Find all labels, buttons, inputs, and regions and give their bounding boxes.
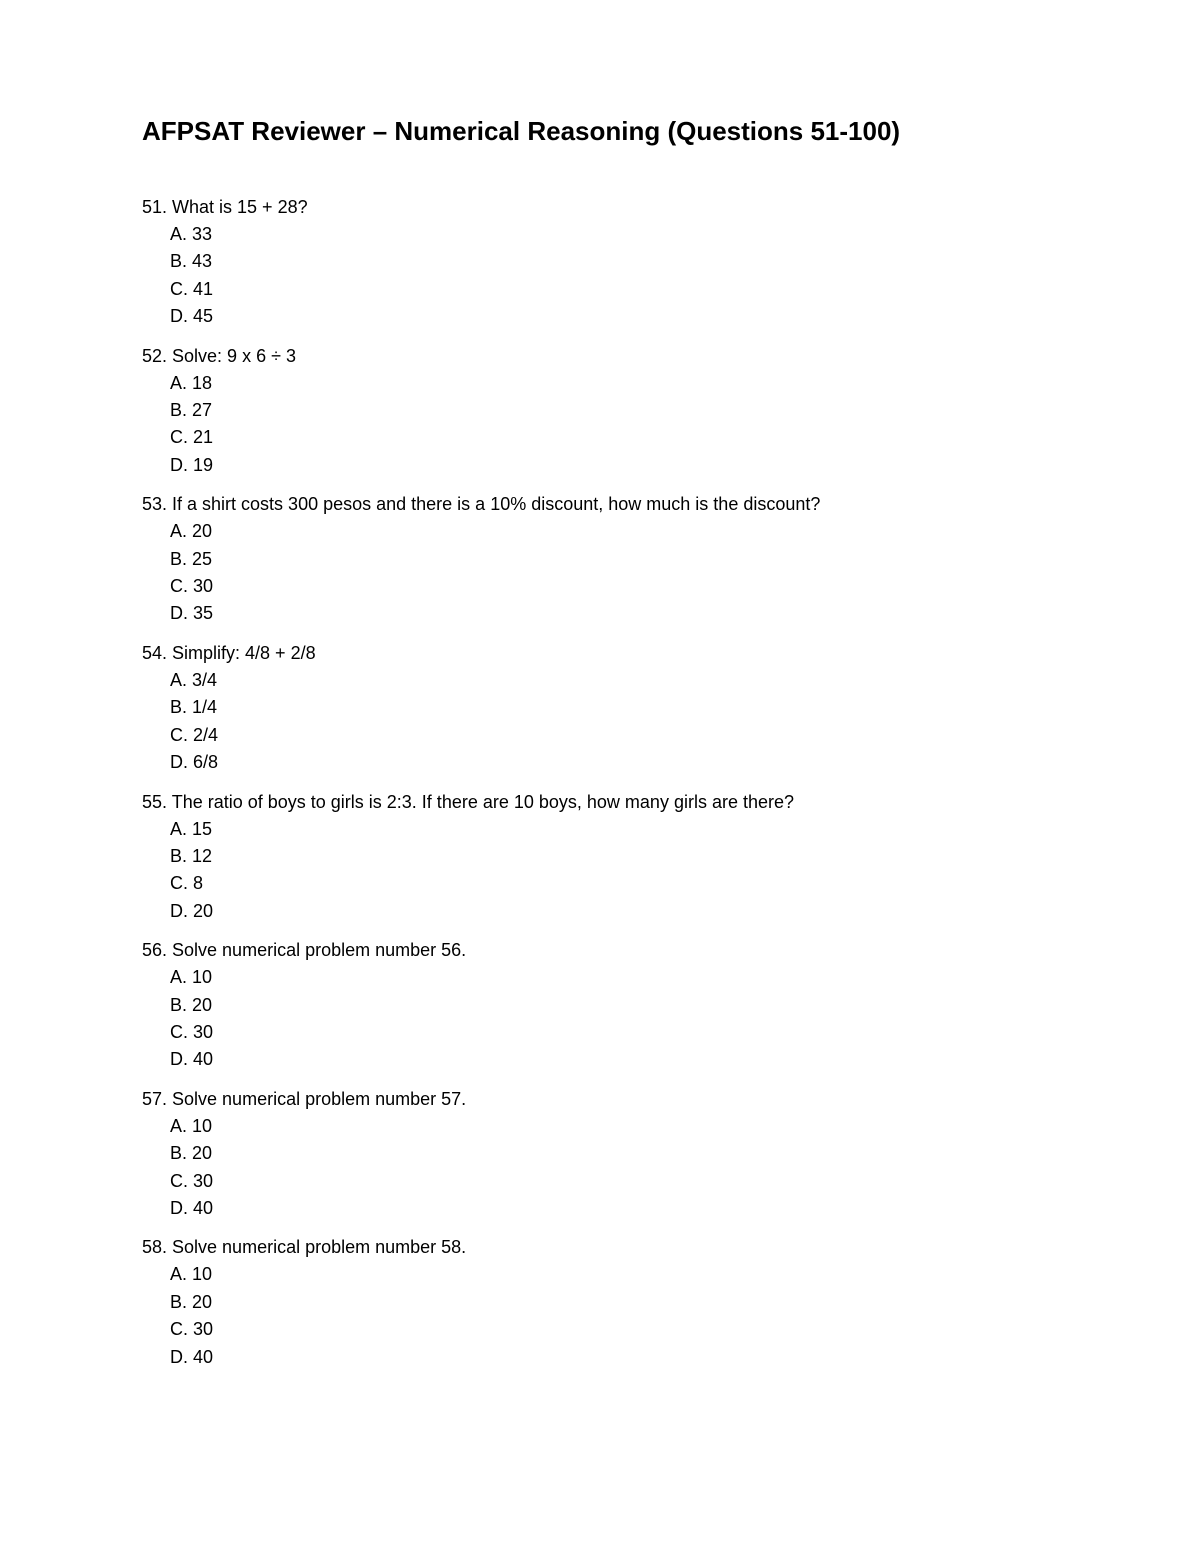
option-d: D. 40 xyxy=(170,1346,214,1367)
question-text: 58. Solve numerical problem number 58. xyxy=(142,1237,467,1258)
question-text: 55. The ratio of boys to girls is 2:3. If there are 10 boys, how many girls are there? xyxy=(142,791,794,812)
option-a: A. 10 xyxy=(170,967,213,988)
option-b: B. 20 xyxy=(170,994,213,1015)
question-54 xyxy=(142,640,1142,777)
question-text: 53. If a shirt costs 300 pesos and there is a 10% discount, how much is the discount? xyxy=(142,494,821,515)
option-b: B. 20 xyxy=(170,1143,213,1164)
option-d: D. 45 xyxy=(170,306,214,327)
option-b: B. 1/4 xyxy=(170,697,218,718)
option-c: C. 21 xyxy=(170,427,214,448)
option-a: A. 33 xyxy=(170,224,213,244)
question-51 xyxy=(142,194,1142,331)
option-d: D. 40 xyxy=(170,1197,214,1218)
option-d: D. 19 xyxy=(170,454,214,475)
option-d: D. 6/8 xyxy=(170,752,219,773)
option-a: A. 3/4 xyxy=(170,669,218,690)
option-b: B. 27 xyxy=(170,400,213,421)
option-c: C. 8 xyxy=(170,873,204,894)
question-57 xyxy=(142,1086,1142,1223)
option-d: D. 40 xyxy=(170,1049,214,1070)
option-c: C. 30 xyxy=(170,576,214,597)
option-c: C. 41 xyxy=(170,278,214,299)
option-a: A. 10 xyxy=(170,1115,213,1136)
option-b: B. 25 xyxy=(170,548,213,569)
question-text: 56. Solve numerical problem number 56. xyxy=(142,940,467,961)
question-56 xyxy=(142,937,1142,1074)
option-a: A. 10 xyxy=(170,1264,213,1285)
option-b: B. 12 xyxy=(170,845,213,866)
question-text: 57. Solve numerical problem number 57. xyxy=(142,1088,467,1109)
question-52 xyxy=(142,343,1142,480)
option-b: B. 20 xyxy=(170,1291,213,1312)
option-c: C. 30 xyxy=(170,1319,214,1340)
question-text: 52. Solve: 9 x 6 ÷ 3 xyxy=(142,345,296,366)
option-c: C. 30 xyxy=(170,1021,214,1042)
option-b: B. 43 xyxy=(170,251,213,272)
option-d: D. 35 xyxy=(170,603,214,624)
option-c: C. 2/4 xyxy=(170,724,219,745)
option-d: D. 20 xyxy=(170,900,214,921)
question-53 xyxy=(142,491,1142,628)
option-a: A. 20 xyxy=(170,521,213,542)
page-title: AFPSAT Reviewer – Numerical Reasoning (Questions 51-100) xyxy=(142,116,901,146)
question-list xyxy=(142,194,1142,1383)
option-a: A. 18 xyxy=(170,372,213,393)
option-c: C. 30 xyxy=(170,1170,214,1191)
question-58 xyxy=(142,1234,1142,1371)
question-55 xyxy=(142,789,1142,926)
option-a: A. 15 xyxy=(170,818,213,839)
question-text: 51. What is 15 + 28? xyxy=(142,197,308,217)
question-text: 54. Simplify: 4/8 + 2/8 xyxy=(142,642,316,663)
